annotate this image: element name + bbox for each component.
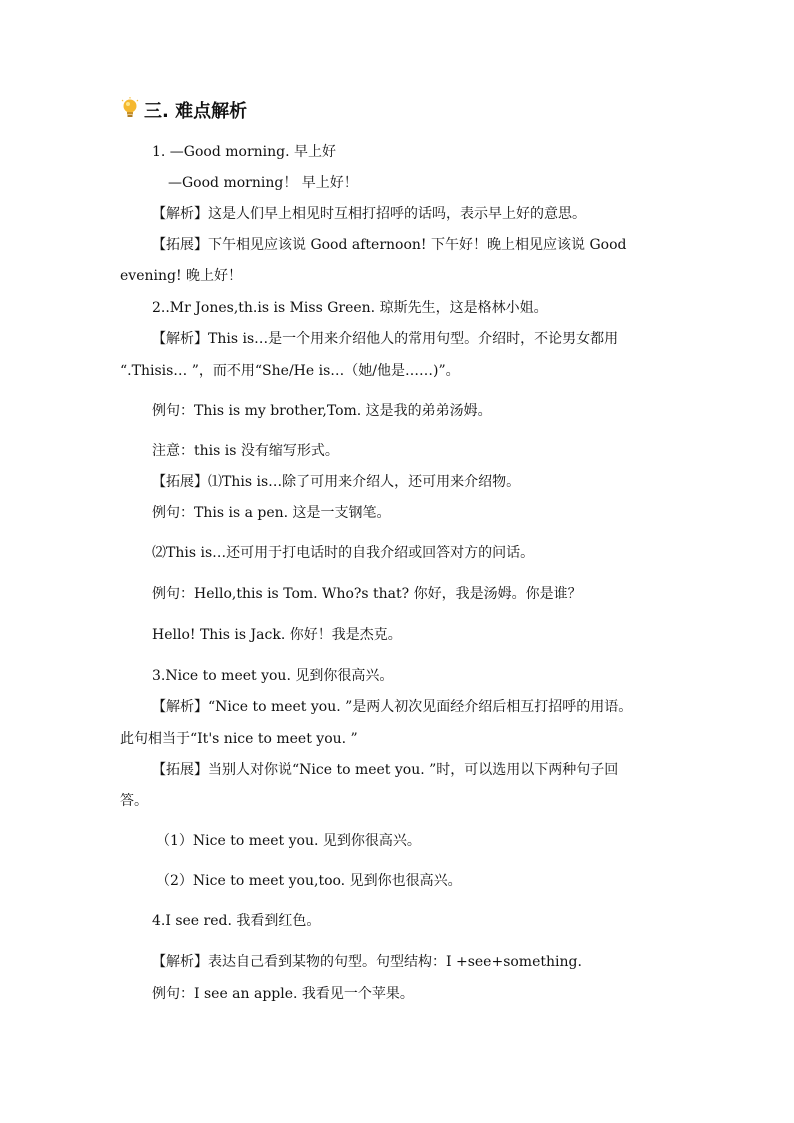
text-line: Hello! This is Jack. 你好！我是杰克。 xyxy=(152,627,402,643)
text-line: （1）Nice to meet you. 见到你很高兴。 xyxy=(156,833,421,849)
section-heading: 三. 难点解析 xyxy=(144,101,248,122)
text-line: （2）Nice to meet you,too. 见到你也很高兴。 xyxy=(156,873,462,889)
text-line: 【拓展】当别人对你说“Nice to meet you. ”时，可以选用以下两种句子回 xyxy=(152,762,619,778)
text-line: ⑵This is…还可用于打电话时的自我介绍或回答对方的问话。 xyxy=(152,545,535,561)
text-line: 注意：this is 没有缩写形式。 xyxy=(152,443,339,459)
text-line: 【解析】这是人们早上相见时互相打招呼的话吗，表示早上好的意思。 xyxy=(152,206,586,222)
text-line: 1. —Good morning. 早上好 xyxy=(152,144,337,160)
text-line: 例句：I see an apple. 我看见一个苹果。 xyxy=(152,986,414,1002)
text-line: 【拓展】⑴This is…除了可用来介绍人，还可用来介绍物。 xyxy=(152,474,521,490)
text-line: 例句：This is a pen. 这是一支钢笔。 xyxy=(152,505,391,521)
text-line: 2..Mr Jones,th.is is Miss Green. 琼斯先生，这是格林小姐。 xyxy=(152,300,548,316)
text-line: 答。 xyxy=(120,793,148,809)
lightbulb-icon xyxy=(120,97,140,121)
text-line: 4.I see red. 我看到红色。 xyxy=(152,913,321,929)
text-line: 【解析】表达自己看到某物的句型。句型结构：I +see+something. xyxy=(152,954,582,970)
text-line: 此句相当于“It's nice to meet you. ” xyxy=(120,731,358,747)
text-line: 【解析】“Nice to meet you. ”是两人初次见面经介绍后相互打招呼的用语。 xyxy=(152,699,633,715)
text-line: “.Thisis… ”，而不用“She/He is…（她/他是……)”。 xyxy=(120,363,460,379)
text-line: 例句：This is my brother,Tom. 这是我的弟弟汤姆。 xyxy=(152,403,492,419)
text-line: evening! 晚上好！ xyxy=(120,268,243,284)
text-line: 例句：Hello,this is Tom. Who?s that? 你好，我是汤姆。你是谁？ xyxy=(152,586,582,602)
text-line: 【解析】This is…是一个用来介绍他人的常用句型。介绍时，不论男女都用 xyxy=(152,331,619,347)
text-line: 【拓展】下午相见应该说 Good afternoon! 下午好！晚上相见应该说 Good xyxy=(152,237,627,253)
text-line: 3.Nice to meet you. 见到你很高兴。 xyxy=(152,668,394,684)
text-line: —Good morning！ 早上好！ xyxy=(168,175,358,191)
